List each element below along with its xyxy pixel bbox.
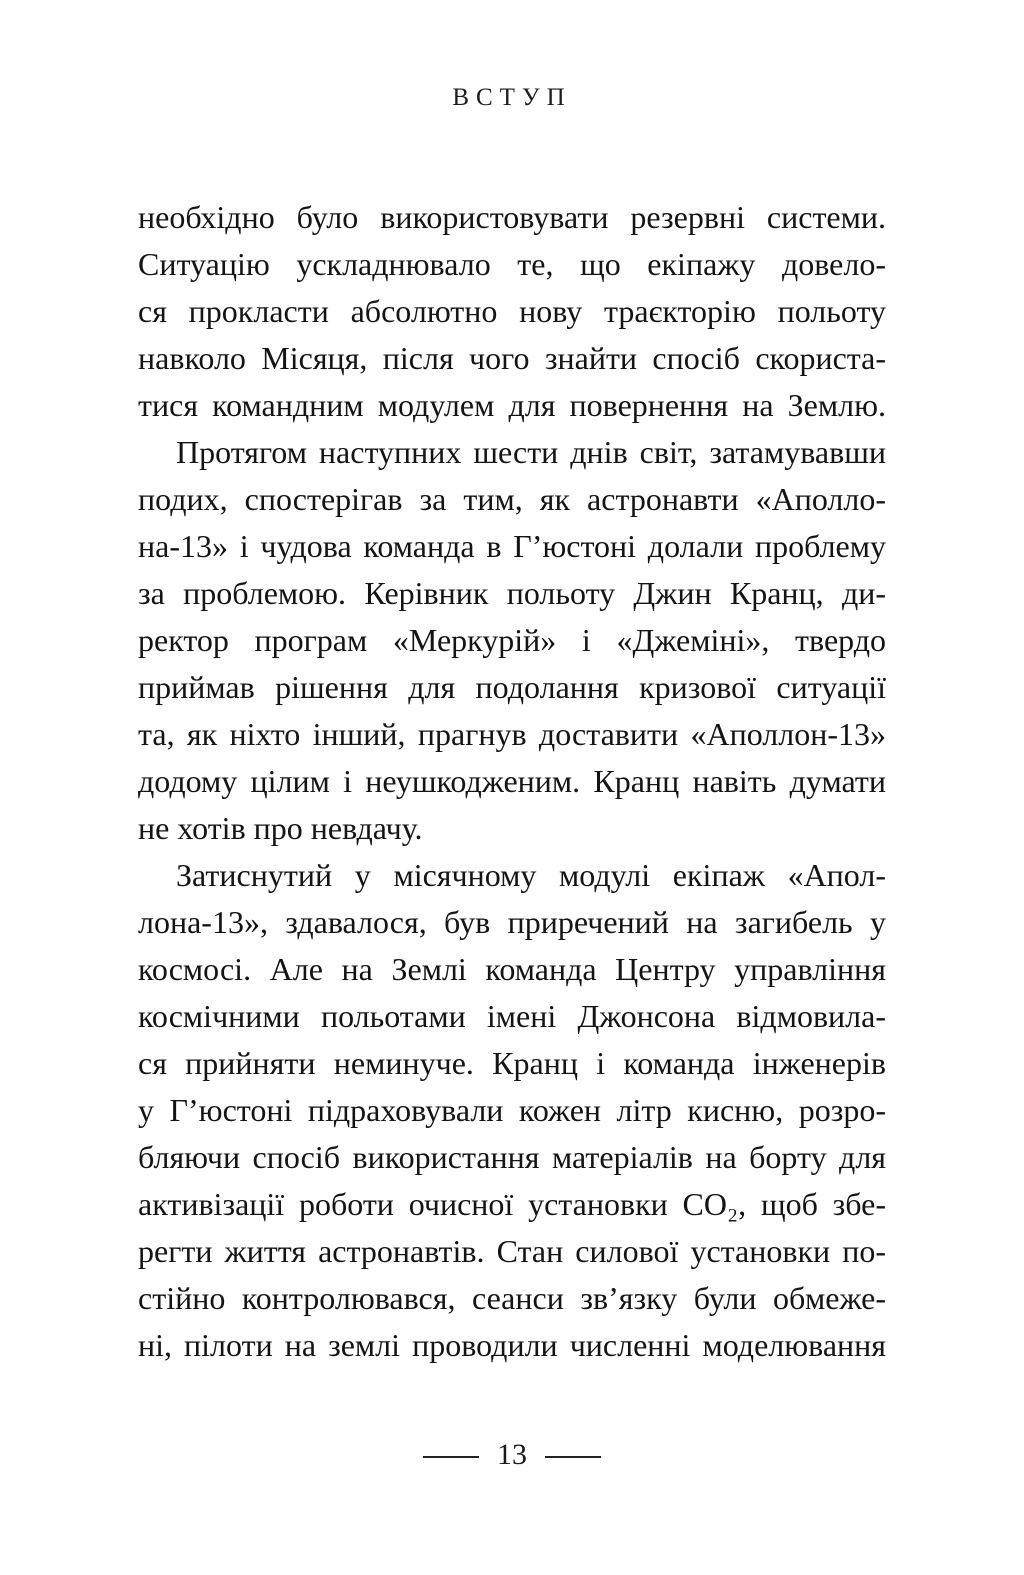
text-line: необхідно було використовувати резервні системи. bbox=[138, 199, 886, 235]
text-line: ся прийняти неминуче. Кранц і команда інженерів bbox=[138, 1045, 886, 1081]
text-line: на-13» і чудова команда в Г’юстоні долали проблему bbox=[138, 528, 886, 564]
footer-rule-left bbox=[423, 1456, 479, 1458]
text-line: навколо Місяця, після чого знайти спосіб скориста- bbox=[138, 340, 886, 376]
text-line: регти життя астронавтів. Стан силової установки по- bbox=[138, 1233, 886, 1269]
page-number: 13 bbox=[497, 1438, 527, 1471]
text-line: космосі. Але на Землі команда Центру управління bbox=[138, 951, 886, 987]
text-line: подих, спостерігав за тим, як астронавти «Аполло- bbox=[138, 481, 886, 517]
text-line: у Г’юстоні підраховували кожен літр кисню, розро- bbox=[138, 1092, 886, 1128]
body-text bbox=[138, 194, 886, 1369]
text-line: тися командним модулем для повернення на Землю. bbox=[138, 387, 886, 423]
text-line: Ситуацію ускладнювало те, що екіпажу довело- bbox=[138, 246, 886, 282]
page-footer bbox=[0, 1440, 1024, 1474]
text-line: Протягом наступних шести днів світ, затамувавши bbox=[176, 434, 886, 470]
text-line: додому цілим і неушкодженим. Кранц навіть думати bbox=[138, 763, 886, 799]
text-line: не хотів про невдачу. bbox=[138, 810, 423, 846]
chapter-heading: ВСТУП bbox=[452, 84, 572, 111]
text-line: ректор програм «Меркурій» і «Джеміні», твердо bbox=[138, 622, 886, 658]
text-line: стійно контролювався, сеанси зв’язку були обмеже- bbox=[138, 1280, 886, 1316]
text-line: та, як ніхто інший, прагнув доставити «Аполлон-13» bbox=[138, 716, 886, 752]
text-line: ся прокласти абсолютно нову траєкторію польоту bbox=[138, 293, 886, 329]
text-line: лона-13», здавалося, був приречений на загибель у bbox=[138, 904, 886, 940]
text-line: активізації роботи очисної установки CO₂, щоб збе- bbox=[138, 1186, 886, 1222]
text-line: космічними польотами імені Джонсона відмовила- bbox=[138, 998, 886, 1034]
text-line: приймав рішення для подолання кризової ситуації bbox=[138, 669, 886, 705]
text-line: за проблемою. Керівник польоту Джин Кранц, ди- bbox=[138, 575, 886, 611]
text-line: бляючи спосіб використання матеріалів на борту для bbox=[138, 1139, 886, 1175]
footer-rule-right bbox=[545, 1456, 601, 1458]
text-line: ні, пілоти на землі проводили численні моделювання bbox=[138, 1327, 886, 1363]
text-line: Затиснутий у місячному модулі екіпаж «Апол- bbox=[176, 857, 886, 893]
